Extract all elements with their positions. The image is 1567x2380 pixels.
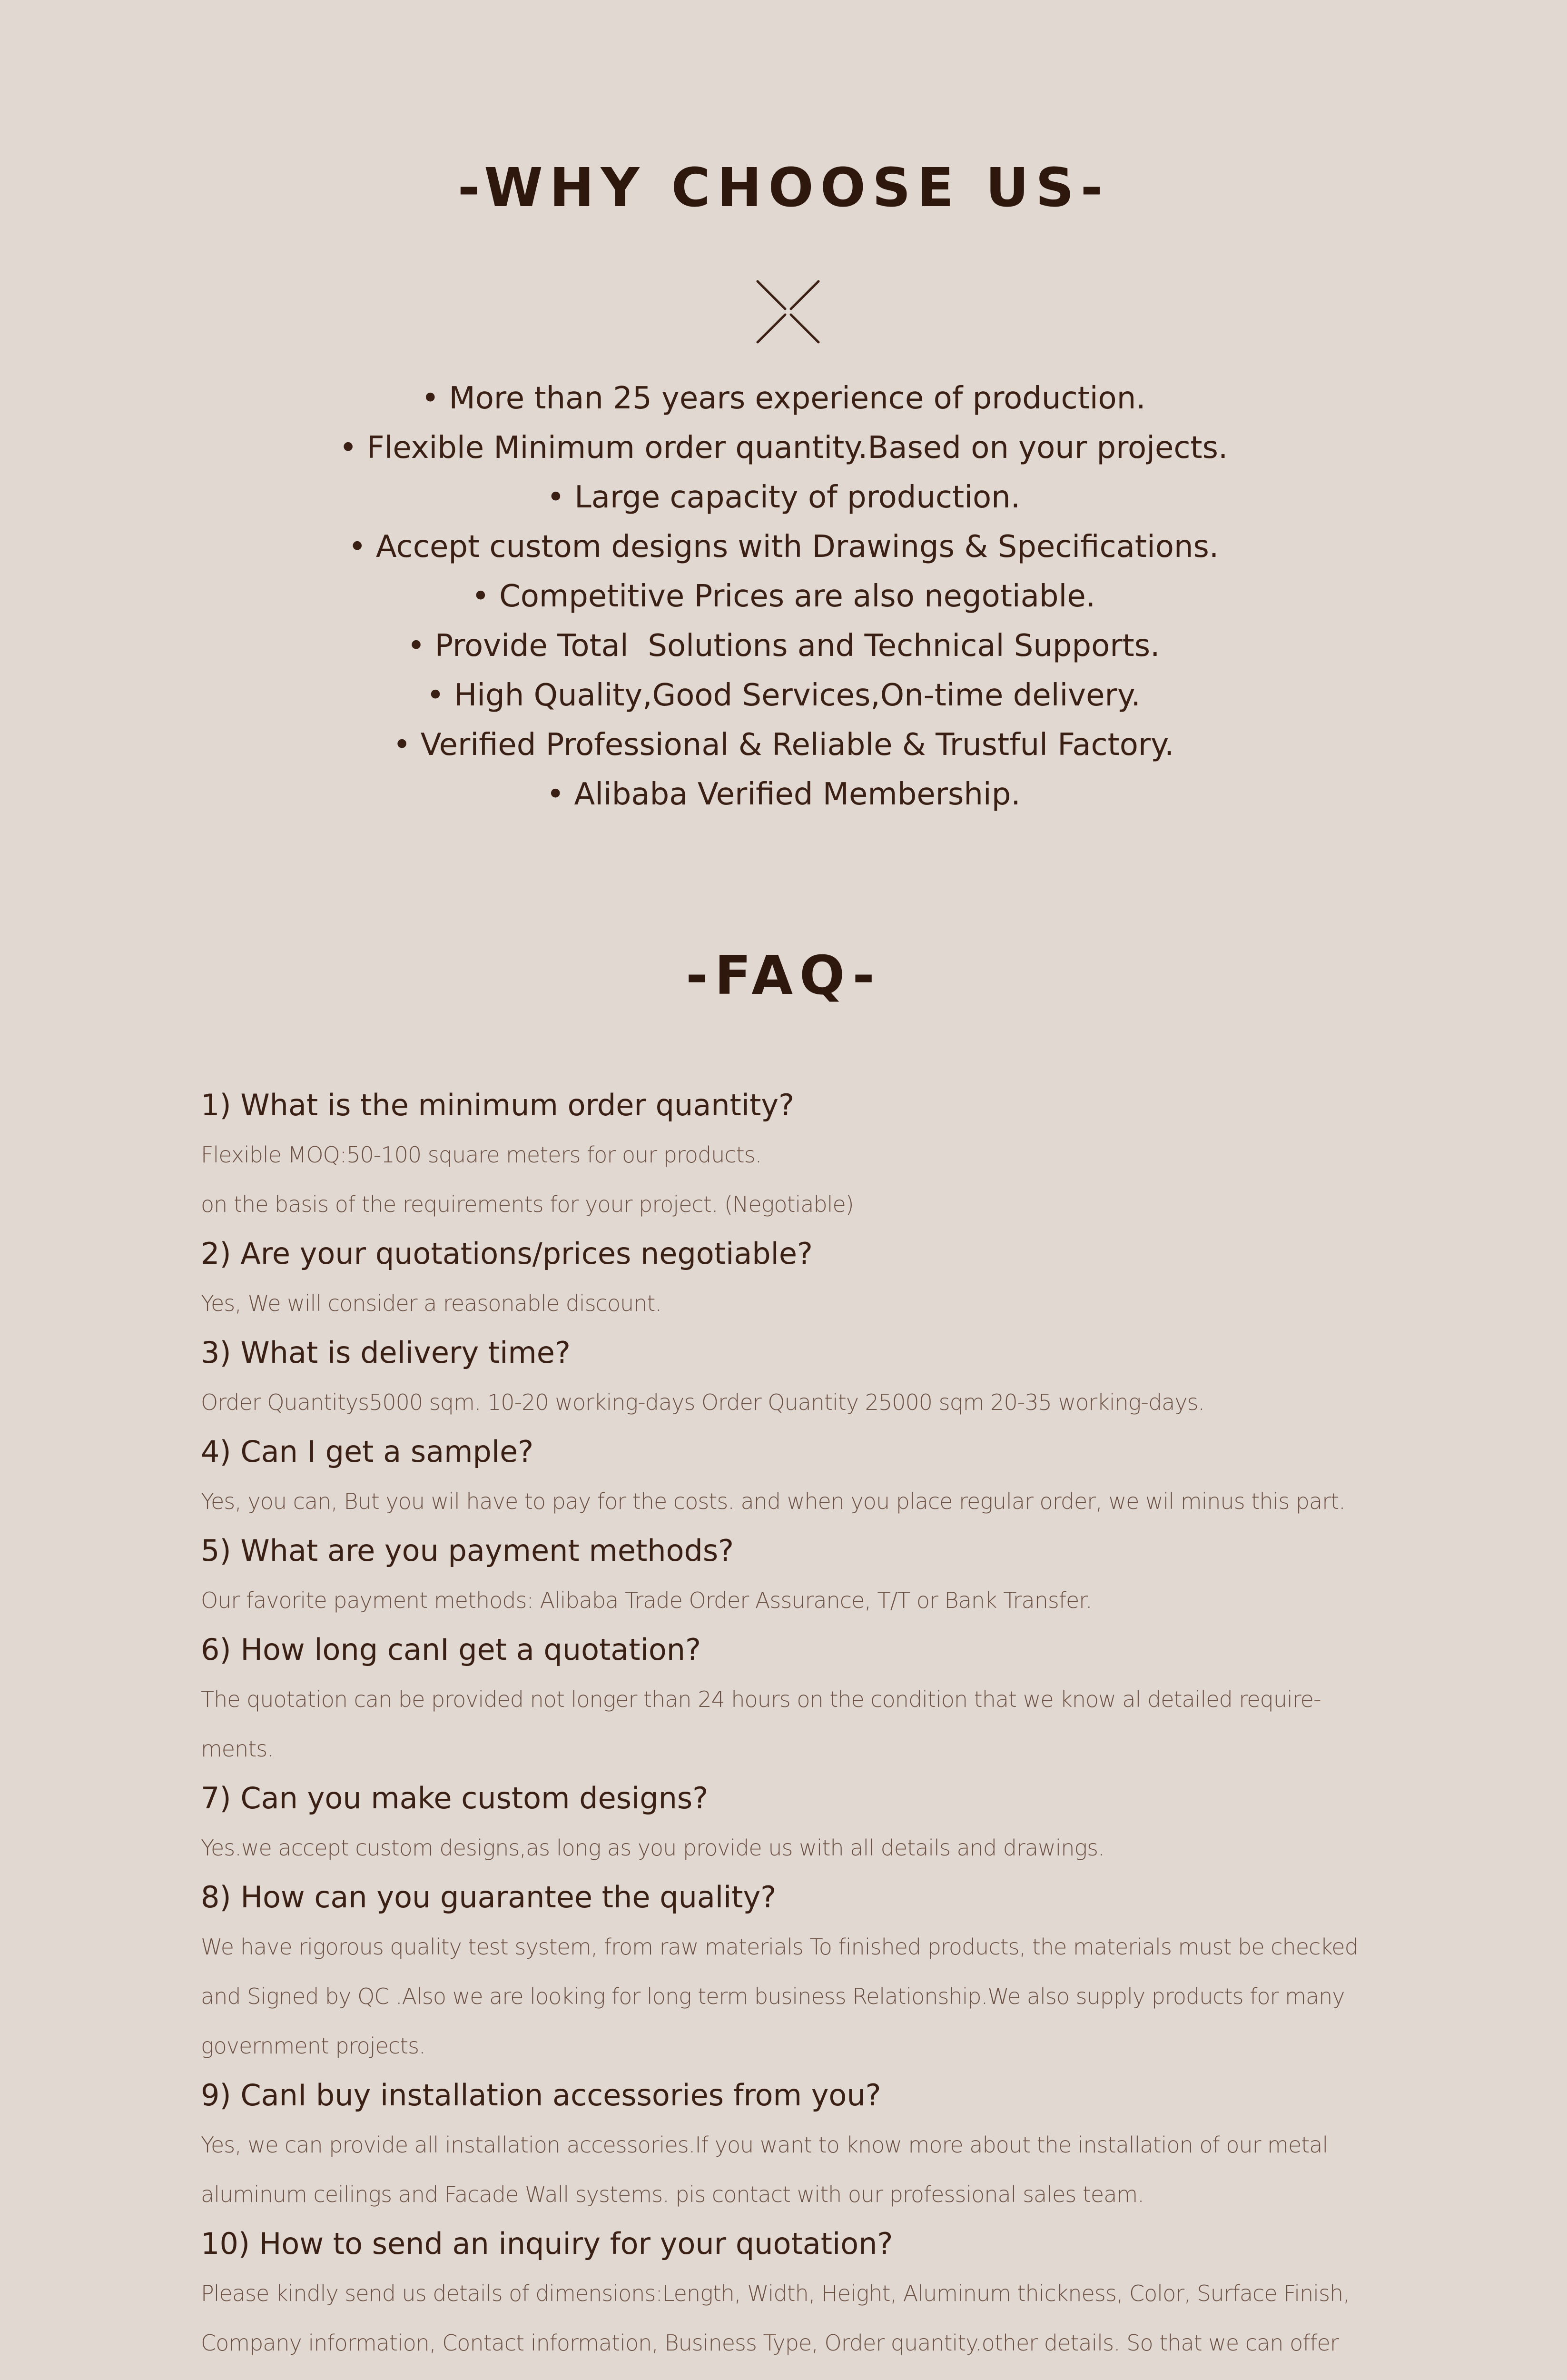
faq-item	[201, 1081, 1390, 1229]
faq-question: 8) How can you guarantee the quality?	[201, 1880, 777, 1914]
faq-question: 3) What is delivery time?	[201, 1335, 571, 1370]
faq-question: 5) What are you payment methods?	[201, 1533, 734, 1568]
faq-question: 7) Can you make custom designs?	[201, 1781, 709, 1815]
faq-item	[201, 1427, 1390, 1526]
faq-item	[201, 1625, 1390, 1774]
why-item: • Verified Professional & Reliable & Trustful Factory.	[393, 727, 1174, 763]
faq-item	[201, 1229, 1390, 1328]
faq-question: 9) CanI buy installation accessories from you?	[201, 2078, 881, 2112]
faq-answer-line: Flexible MOQ:50-100 square meters for our products.	[201, 1142, 762, 1168]
faq-answer-line: We have rigorous quality test system, from raw materials To finished products, the materials must be checked	[201, 1934, 1358, 1960]
faq-answer-line: Company information, Contact information, Business Type, Order quantity.other details. So that we can offer	[201, 2330, 1339, 2356]
faq-question: 10) How to send an inquiry for your quotation?	[201, 2226, 893, 2261]
faq-answer-line: Our favorite payment methods: Alibaba Trade Order Assurance, T/T or Bank Transfer.	[201, 1587, 1092, 1613]
faq-item	[201, 2219, 1390, 2380]
faq-item	[201, 1526, 1390, 1625]
why-choose-us-title: -WHY CHOOSE US-	[457, 157, 1110, 219]
faq-item	[201, 1328, 1390, 1427]
faq-list	[201, 1081, 1390, 2380]
faq-question: 6) How long canI get a quotation?	[201, 1632, 701, 1667]
why-item: • More than 25 years experience of production.	[421, 381, 1146, 416]
faq-answer-line: The quotation can be provided not longer than 24 hours on the condition that we know al detailed require-	[201, 1686, 1321, 1712]
faq-question: 4) Can I get a sample?	[201, 1434, 534, 1469]
faq-question: 1) What is the minimum order quantity?	[201, 1088, 794, 1122]
why-choose-us-list	[0, 374, 1567, 819]
why-item: • Flexible Minimum order quantity.Based on your projects.	[339, 430, 1228, 466]
why-item: • Provide Total Solutions and Technical Supports.	[407, 628, 1160, 664]
faq-item	[201, 2071, 1390, 2219]
faq-item	[201, 1873, 1390, 2071]
faq-answer-line	[201, 2368, 1390, 2380]
faq-answer-line: Yes, We will consider a reasonable discount.	[201, 1290, 662, 1316]
faq-question: 2) Are your quotations/prices negotiable?	[201, 1236, 813, 1271]
why-item: • Accept custom designs with Drawings & Specifications.	[348, 529, 1219, 565]
faq-answer-line: ments.	[201, 1736, 274, 1762]
x-cross-icon	[755, 278, 821, 345]
faq-answer-line: and Signed by QC .Also we are looking for long term business Relationship.We also supply products for many	[201, 1983, 1345, 2009]
faq-answer-line: Please kindly send us details of dimensions:Length, Width, Height, Aluminum thickness, Color, Surface Finish,	[201, 2281, 1350, 2306]
faq-answer-line: on the basis of the requirements for your project. (Negotiable)	[201, 1191, 854, 1217]
faq-item	[201, 1774, 1390, 1873]
why-item: • Competitive Prices are also negotiable.	[471, 579, 1096, 614]
faq-answer-line: aluminum ceilings and Facade Wall systems. pis contact with our professional sales team.	[201, 2182, 1144, 2207]
faq-title: -FAQ-	[686, 945, 881, 1007]
faq-answer-line: government projects.	[201, 2033, 425, 2059]
faq-answer-line: Yes, we can provide all installation accessories.If you want to know more about the installation of our metal	[201, 2132, 1328, 2158]
why-item: • Large capacity of production.	[546, 480, 1021, 515]
why-item: • High Quality,Good Services,On-time delivery.	[426, 678, 1141, 713]
faq-answer-line: Yes.we accept custom designs,as long as you provide us with all details and drawings.	[201, 1835, 1104, 1861]
why-item: • Alibaba Verified Membership.	[546, 777, 1021, 812]
faq-answer-line: Order Quantitys5000 sqm. 10-20 working-days Order Quantity 25000 sqm 20-35 working-days.	[201, 1389, 1205, 1415]
faq-answer-line: Yes, you can, But you wil have to pay for the costs. and when you place regular order, we wil minus this part.	[201, 1488, 1345, 1514]
